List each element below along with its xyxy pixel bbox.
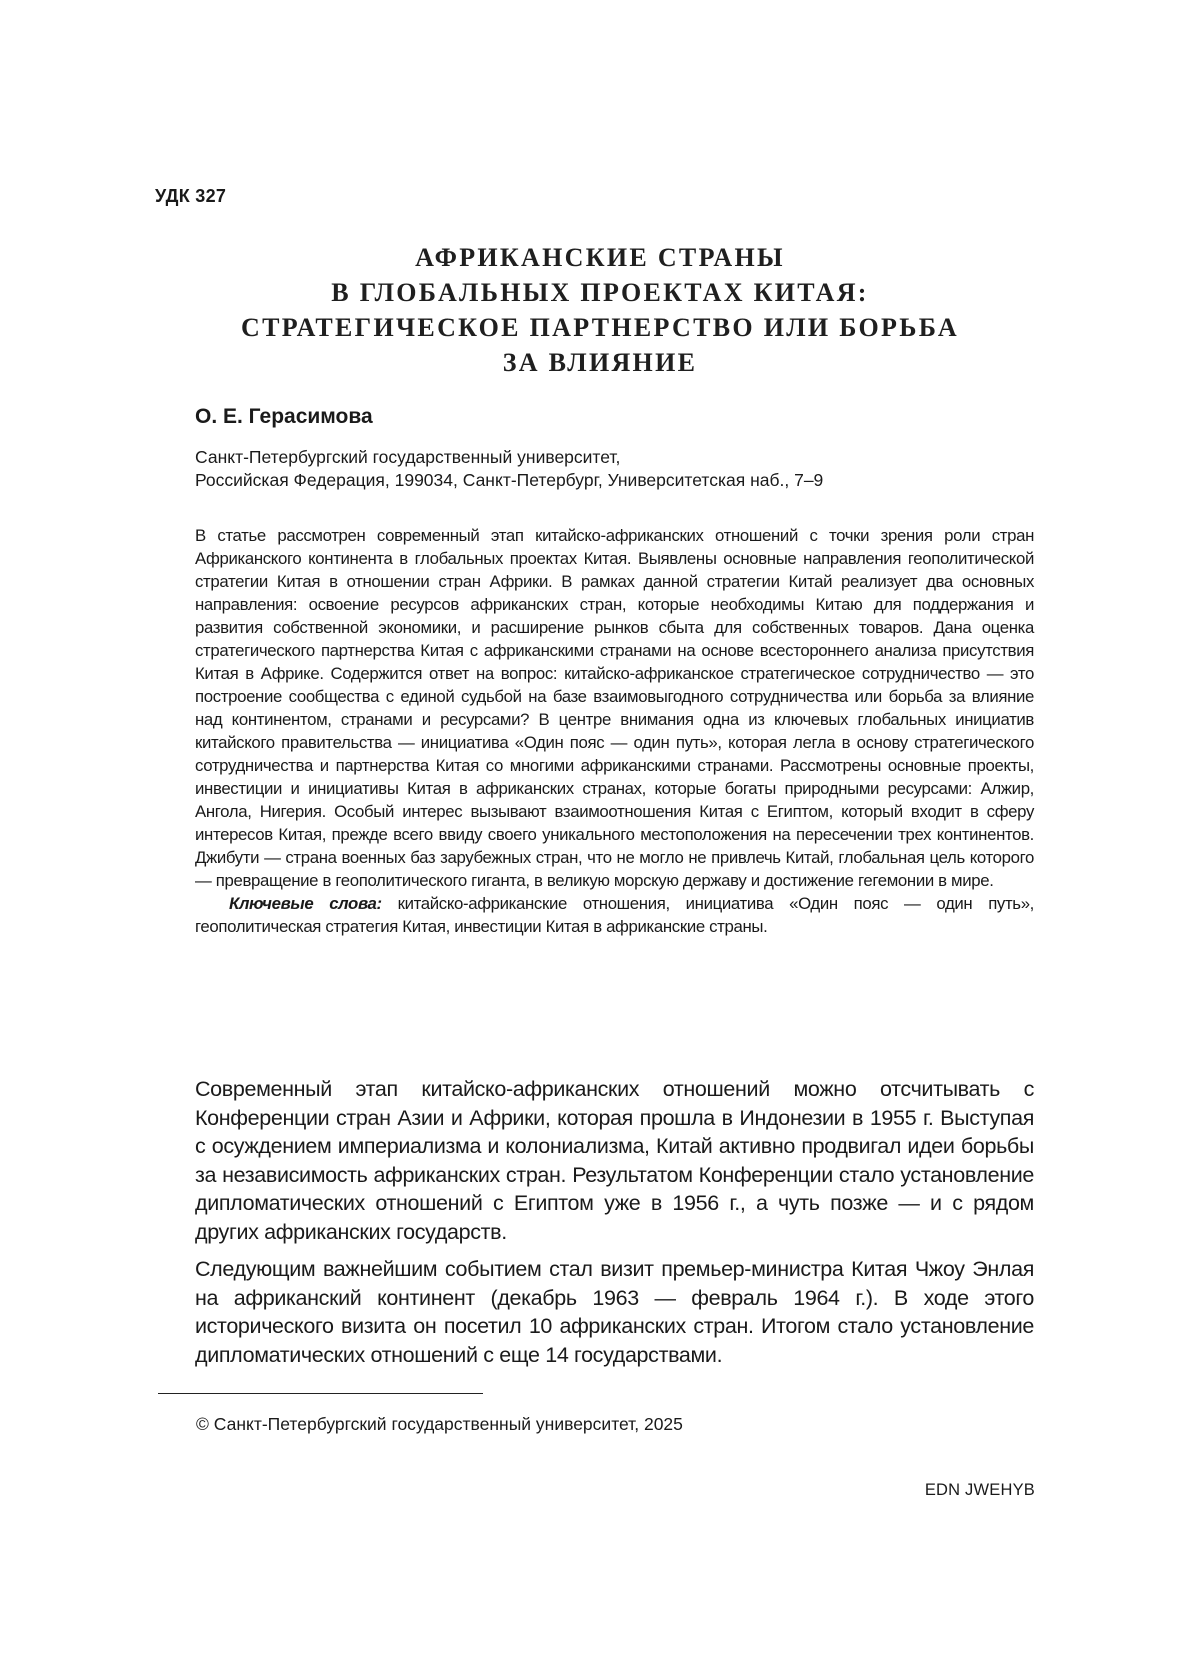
affiliation-line: Российская Федерация, 199034, Санкт-Петербург, Университетская наб., 7–9 xyxy=(195,470,824,490)
author-affiliation xyxy=(195,446,823,492)
body-paragraph: Следующим важнейшим событием стал визит премьер-министра Китая Чжоу Энлая на африканский континент (декабрь 1963 — февраль 1964 г.). В ходе этого исторического визита он посетил 10 африканских стран. Итогом стало установление дипломатических отношений с еще 14 государствами. xyxy=(195,1257,1034,1367)
author-name: О. Е. Герасимова xyxy=(195,405,373,428)
body-paragraph: Современный этап китайско-африканских отношений можно отсчитывать с Конференции стран Азии и Африки, которая прошла в Индонезии в 1955 г. Выступая с осуждением империализма и колониализма, Китай активно продвигал идеи борьбы за независимость африканских стран. Результатом Конференции стало установление дипломатических отношений с Египтом уже в 1956 г., а чуть позже — и с рядом других африканских государств. xyxy=(195,1077,1034,1244)
affiliation-line: Санкт-Петербургский государственный университет, xyxy=(195,447,621,467)
keywords-text: китайско-африканские отношения, инициатива «Один пояс — один путь», геополитическая стратегия Китая, инвестиции Китая в африканские страны. xyxy=(195,894,1034,936)
keywords xyxy=(195,892,1034,938)
keywords-label: Ключевые слова: xyxy=(229,894,382,913)
article-title xyxy=(150,240,1050,380)
copyright-notice: © Санкт-Петербургский государственный университет, 2025 xyxy=(196,1414,683,1434)
title-line: СТРАТЕГИЧЕСКОЕ ПАРТНЕРСТВО ИЛИ БОРЬБА xyxy=(241,313,959,342)
article-body xyxy=(195,1075,1034,1378)
abstract-block xyxy=(195,524,1034,938)
title-line: ЗА ВЛИЯНИЕ xyxy=(502,348,698,377)
footnote-divider xyxy=(158,1393,483,1394)
edn-identifier: EDN JWEHYB xyxy=(924,1481,1035,1499)
title-line: В ГЛОБАЛЬНЫХ ПРОЕКТАХ КИТАЯ: xyxy=(331,278,869,307)
title-line: АФРИКАНСКИЕ СТРАНЫ xyxy=(415,243,785,272)
udk-code: УДК 327 xyxy=(155,186,227,206)
abstract-text: В статье рассмотрен современный этап китайско-африканских отношений с точки зрения роли стран Африканского континента в глобальных проектах Китая. Выявлены основные направления геополитической стратегии Китая в отношении стран Африки. В рамках данной стратегии Китай реализует два основных направления: освоение ресурсов африканских стран, которые необходимы Китаю для поддержания и развития собственной экономики, и расширение рынков сбыта для собственных товаров. Дана оценка стратегического партнерства Китая с африканскими странами на основе всестороннего анализа присутствия Китая в Африке. Содержится ответ на вопрос: китайско-африканское стратегическое сотрудничество — это построение сообщества с единой судьбой на базе взаимовыгодного сотрудничества или борьба за влияние над континентом, странами и ресурсами? В центре внимания одна из ключевых глобальных инициатив китайского правительства — инициатива «Один пояс — один путь», которая легла в основу стратегического сотрудничества и партнерства Китая со многими африканскими странами. Рассмотрены основные проекты, инвестиции и инициативы Китая в африканских странах, которые богаты природными ресурсами: Алжир, Ангола, Нигерия. Особый интерес вызывают взаимоотношения Китая с Египтом, который входит в сферу интересов Китая, прежде всего ввиду своего уникального местоположения на пересечении трех континентов. Джибути — страна военных баз зарубежных стран, что не могло не привлечь Китай, глобальная цель которого — превращение в геополитического гиганта, в великую морскую державу и достижение гегемонии в мире. xyxy=(195,526,1034,890)
